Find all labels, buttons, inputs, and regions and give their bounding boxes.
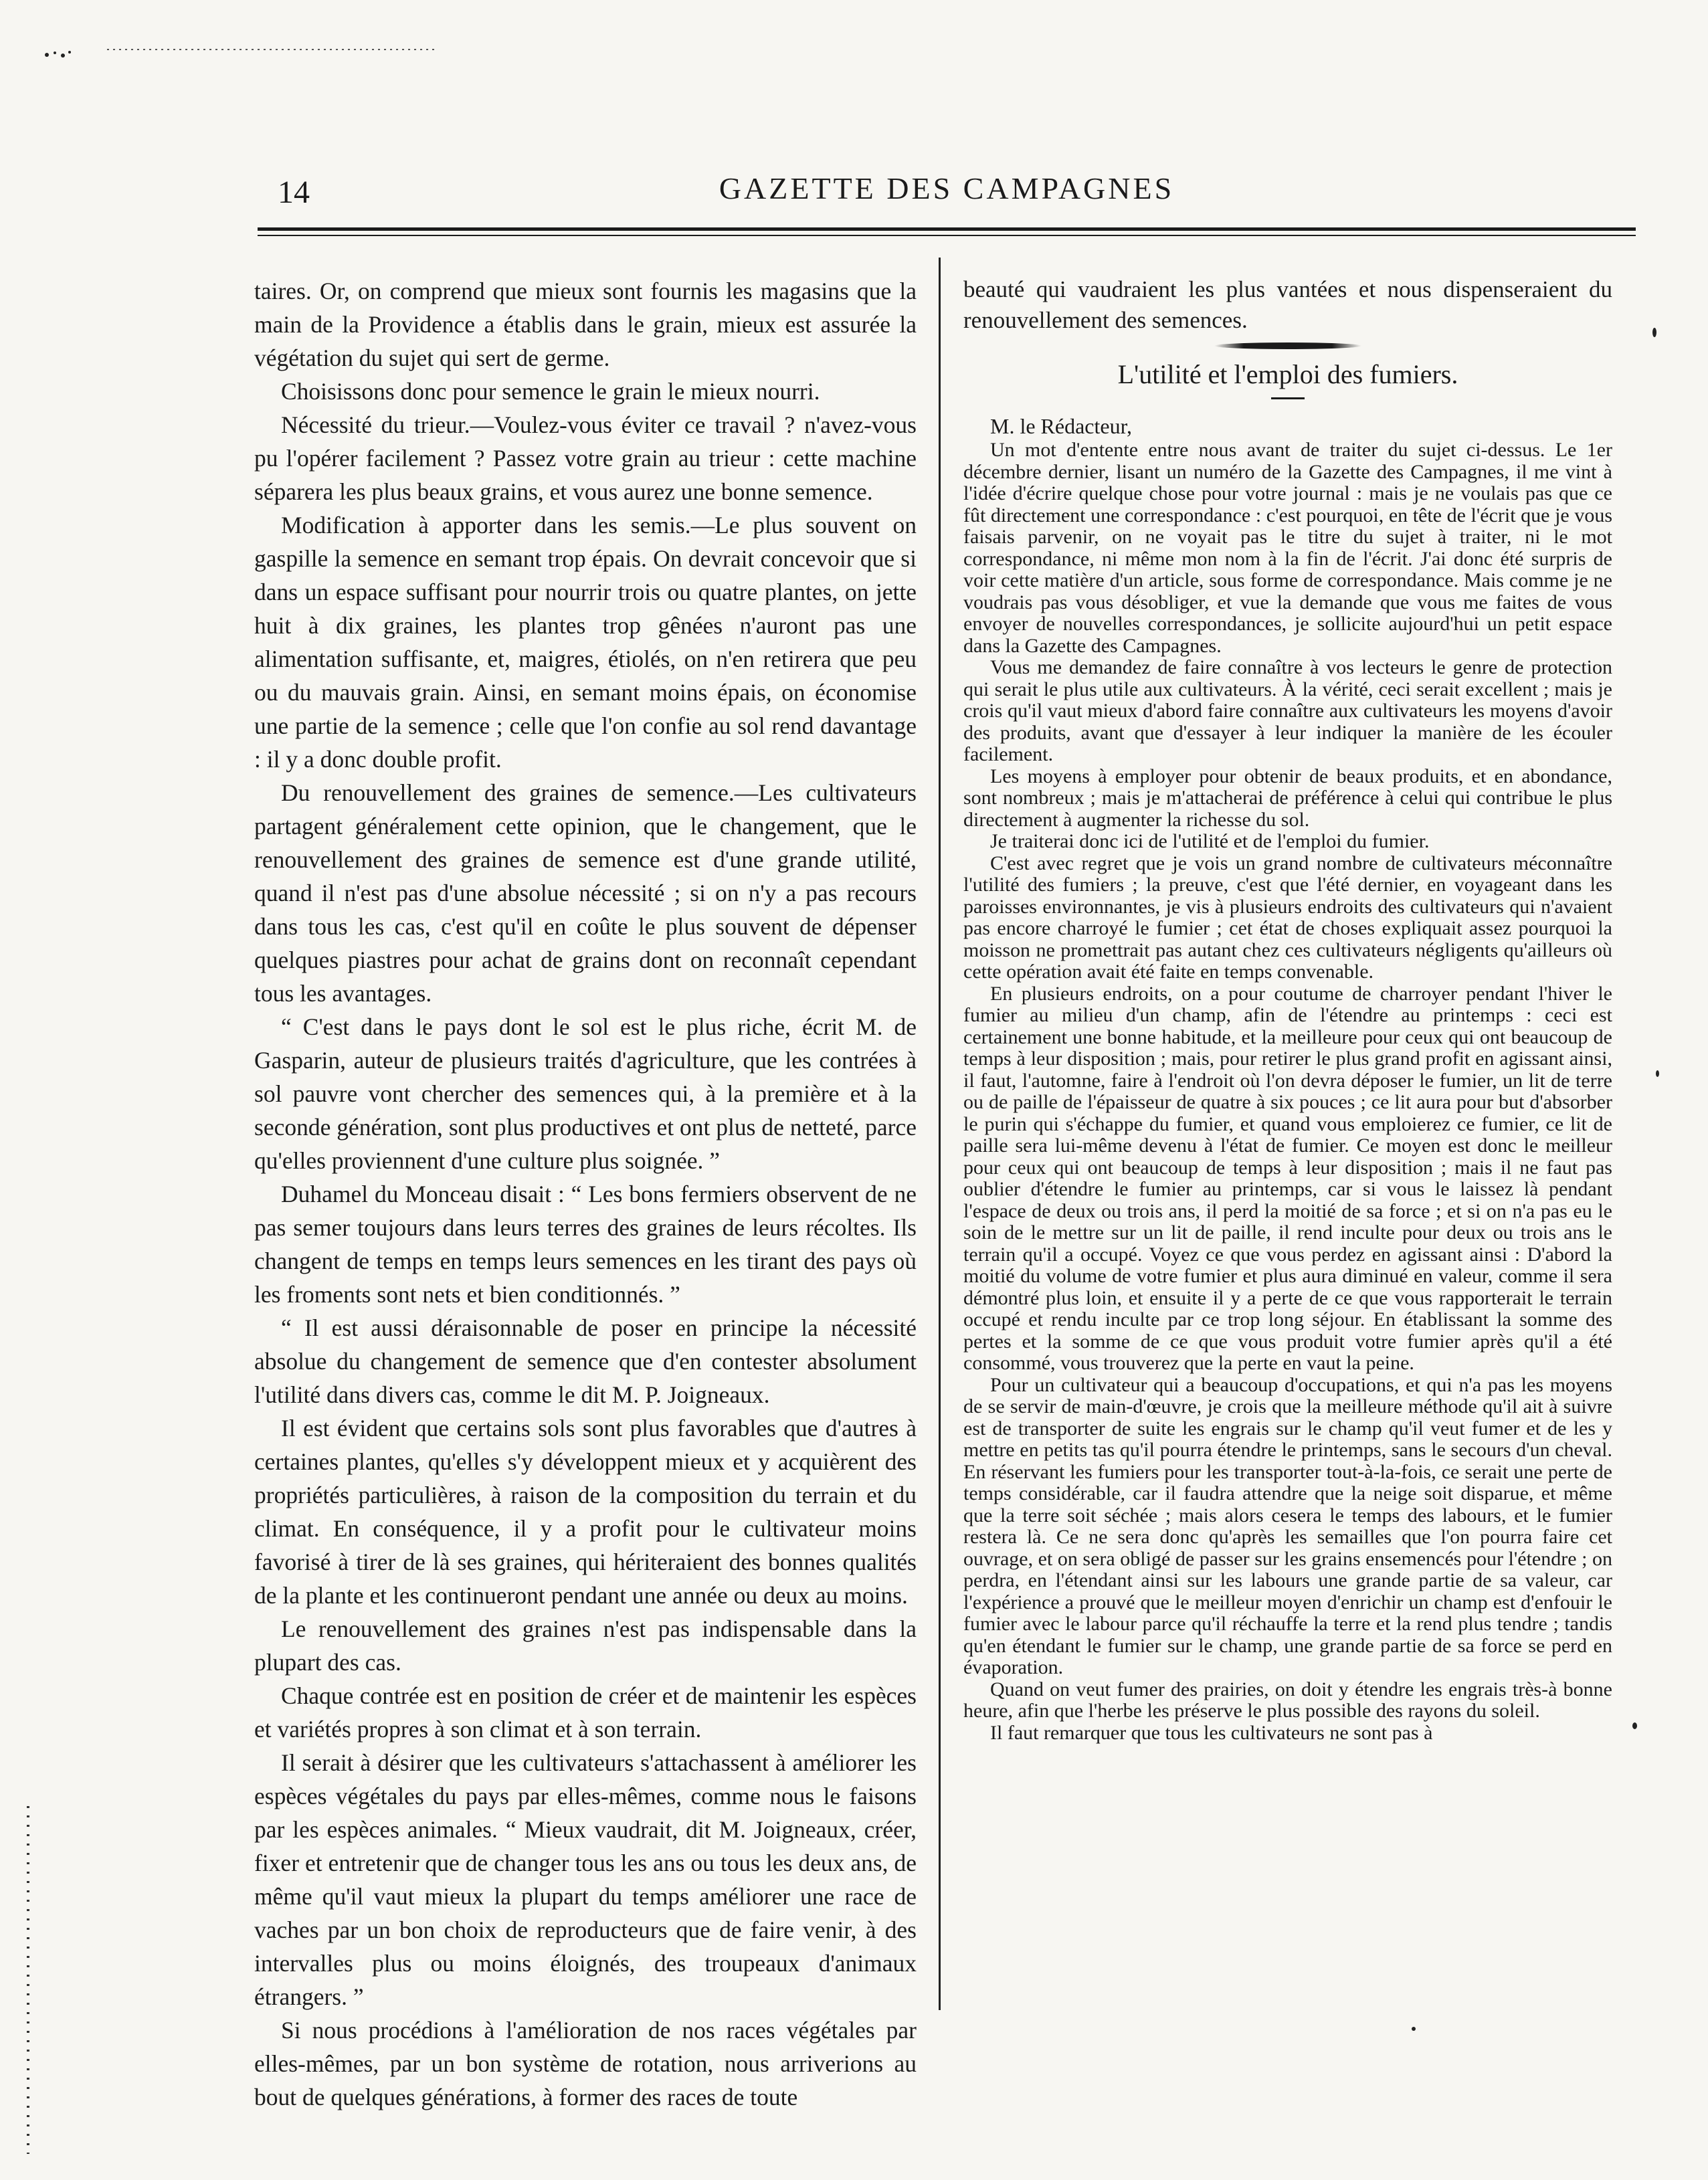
column-rule bbox=[939, 258, 941, 2010]
article-title: L'utilité et l'emploi des fumiers. bbox=[1117, 359, 1458, 389]
paragraph: Je traiterai donc ici de l'utilité et de l'emploi du fumier. bbox=[990, 830, 1430, 852]
margin-dots bbox=[27, 1806, 29, 2154]
print-specks bbox=[40, 47, 442, 60]
paragraph: Si nous procédions à l'amélioration de nos races végétales par elles-mêmes, par un bon système de rotation, nous arriverions au bout de quelques générations, à former des races de toute bbox=[254, 2017, 917, 2110]
newspaper-title: GAZETTE DES CAMPAGNES bbox=[719, 171, 1175, 205]
paragraph: Les moyens à employer pour obtenir de beaux produits, et en abondance, sont nombreux ; mais je m'attacherai de préférence à celui qui contribue le plus directement à augmenter la richesse du sol. bbox=[963, 765, 1612, 831]
paragraph: Modification à apporter dans les semis.—Le plus souvent on gaspille la semence en semant trop épais. On devrait concevoir que si dans un espace suffisant pour nourrir trois ou quatre plantes, on jette huit à dix graines, les plantes trop gênées n'auront pas une alimentation suffisante, et, maigres, étiolés, on n'en retirera que peu ou du mauvais grain. Ainsi, en semant moins épais, on économise une partie de la semence ; celle que l'on confie au sol rend davantage : il y a donc double profit. bbox=[254, 512, 917, 773]
header-rule bbox=[258, 227, 1636, 236]
paragraph: Quand on veut fumer des prairies, on doit y étendre les engrais très-à bonne heure, afin que l'herbe les préserve le plus possible des rayons du soleil. bbox=[963, 1678, 1612, 1722]
page-number: 14 bbox=[278, 175, 310, 210]
print-speck bbox=[1656, 1070, 1659, 1077]
print-speck bbox=[1632, 1722, 1637, 1729]
paragraph: Vous me demandez de faire connaître à vos lecteurs le genre de protection qui serait le plus utile aux cultivateurs. À la vérité, ceci serait excellent ; mais je crois qu'il vaut mieux d'abord faire connaître aux cultivateurs les moyens d'avoir des produits, avant que d'essayer à leur indiquer la manière de les écouler facilement. bbox=[963, 656, 1612, 765]
paragraph: Pour un cultivateur qui a beaucoup d'occupations, et qui n'a pas les moyens de se servir de main-d'œuvre, je crois que la meilleure méthode qu'il ait à suivre est de transporter de suite les engrais sur le champ qu'il veut fumer et de les y mettre en petits tas qu'il pourra étendre le printemps, sans le secours d'un cheval. En réservant les fumiers pour les transporter tout-à-la-fois, ce serait une perte de temps considérable, car il faudra attendre que la neige soit disparue, et même que la terre soit séchée ; mais alors cesera le temps des labours, et le fumier restera là. Ce ne sera donc qu'après les semailles que l'on pourra faire cet ouvrage, et on sera obligé de passer sur les grains ensemencés pour l'étendre ; on perdra, en l'étendant ainsi sur les labours une grande partie de sa valeur, car l'expérience a prouvé que le meilleur moyen d'enrichir un champ est d'enfouir le fumier avec le labour parce qu'il réchauffe la terre et la rend plus tendre ; tandis qu'en étendant le fumier sur le champ, une grande partie de sa force se perd en évaporation. bbox=[963, 1373, 1612, 1678]
paragraph: Il serait à désirer que les cultivateurs s'attachassent à améliorer les espèces végétales du pays par elles-mêmes, comme nous le faisons par les espèces animales. “ Mieux vaudrait, dit M. Joigneaux, créer, fixer et entretenir que de changer tous les ans ou tous les deux ans, de même qu'il vaut mieux la plupart du temps améliorer une race de vaches par un bon choix de reproducteurs que de faire venir, à des intervalles plus ou moins éloignés, des troupeaux d'animaux étrangers. ” bbox=[254, 1749, 917, 2010]
paragraph: Il faut remarquer que tous les cultivateurs ne sont pas à bbox=[990, 1721, 1433, 1744]
left-column bbox=[254, 274, 917, 2110]
paragraph: Le renouvellement des graines n'est pas indispensable dans la plupart des cas. bbox=[254, 1615, 917, 1676]
paragraph: taires. Or, on comprend que mieux sont fournis les magasins que la main de la Providence a établis dans le grain, mieux est assurée la végétation du sujet qui sert de germe. bbox=[254, 278, 917, 371]
paragraph: Duhamel du Monceau disait : “ Les bons fermiers observent de ne pas semer toujours dans leurs terres des graines de leurs récoltes. Ils changent de temps en temps leurs semences en les tirant des pays où les froments sont nets et bien conditionnés. ” bbox=[254, 1181, 917, 1308]
paragraph: Nécessité du trieur.—Voulez-vous éviter ce travail ? n'avez-vous pu l'opérer facilement ? Passez votre grain au trieur : cette machine séparera les plus beaux grains, et vous aurez une bonne semence. bbox=[254, 411, 917, 505]
paragraph: Choisissons donc pour semence le grain le mieux nourri. bbox=[281, 378, 820, 405]
page-header bbox=[258, 171, 1636, 217]
right-column bbox=[963, 274, 1612, 2026]
paragraph: En plusieurs endroits, on a pour coutume de charroyer pendant l'hiver le fumier au milieu d'un champ, afin de l'étendre au printemps : ceci est certainement une bonne habitude, et la meilleure pour ceux qui ont beaucoup de temps à leur disposition ; mais, pour retirer le plus grand profit en agissant ainsi, il faut, l'automne, faire à l'endroit où l'on devra déposer le fumier, un lit de terre ou de paille de l'épaisseur de quatre à six pouces ; ce lit aura pour but d'absorber le purin qui s'échappe du fumier, et quand vous emploierez ce fumier, ce lit de paille sera lui-même devenu à l'état de fumier. Ce moyen est donc le meilleur pour ceux qui ont beaucoup de temps à leur disposition ; mais il ne faut pas oublier d'étendre le fumier au printemps, car si vous le laissez là pendant l'espace de deux ou trois ans, il perd la moitié de sa force ; et si on n'a pas eu le soin de le mettre sur un lit de paille, il rend inculte pour deux ou trois ans le terrain qu'il a occupé. Voyez ce que vous perdez en agissant ainsi : D'abord la moitié du volume de votre fumier et plus aura diminué en valeur, comme il sera démontré plus loin, et ensuite il y a perte de ce que vous rapporterait le terrain occupé et rendu inculte par ce trop long séjour. En établissant la somme des pertes et la somme de ce que vous produit votre fumier après qu'il a été consommé, vous trouverez que la perte en vaut la peine. bbox=[963, 982, 1612, 1374]
paragraph: Du renouvellement des graines de semence.—Les cultivateurs partagent généralement cette opinion, que le changement, que le renouvellement des graines de semence est d'une grande utilité, quand il n'est pas d'une absolue nécessité ; si on n'y a pas recours dans tous les cas, c'est qu'il en coûte le plus souvent de dépenser quelques piastres pour achat de grains dont on reconnaît cependant tous les avantages. bbox=[254, 779, 917, 1007]
print-speck bbox=[1412, 2027, 1416, 2031]
print-speck bbox=[1652, 328, 1656, 337]
paragraph: C'est avec regret que je vois un grand nombre de cultivateurs méconnaître l'utilité des fumiers ; la preuve, c'est que l'été dernier, en voyageant dans les paroisses environnantes, je vis à plusieurs endroits des cultivateurs qui n'avaient pas encore charroyé le fumier ; cet état de choses expliquait assez pourquoi la moisson ne promettrait pas autant chez ces cultivateurs négligents qu'ailleurs où cette opération avait été faite en temps convenable. bbox=[963, 852, 1612, 983]
paragraph: “ Il est aussi déraisonnable de poser en principe la nécessité absolue du changement de semence que d'en contester absolument l'utilité dans divers cas, comme le dit M. P. Joigneaux. bbox=[254, 1314, 917, 1408]
title-dash bbox=[1271, 397, 1305, 399]
paragraph: Un mot d'entente entre nous avant de traiter du sujet ci-dessus. Le 1er décembre dernier, lisant un numéro de la Gazette des Campagnes, il me vint à l'idée d'écrire quelque chose pour votre journal : mais je ne voulais pas que ce fût directement une correspondance : c'est pourquoi, en tête de l'écrit que je vous faisais parvenir, on ne voyait pas le titre du sujet à traiter, ni le mot correspondance, ni même mon nom à la fin de l'écrit. J'ai donc été surpris de voir cette matière d'un article, sous forme de correspondance. Mais comme je ne voudrais pas vous désobliger, et vue la demande que vous me faites de vous envoyer de nouvelles correspondances, je sollicite aujourd'hui un petit espace dans la Gazette des Campagnes. bbox=[963, 439, 1612, 657]
salutation: M. le Rédacteur, bbox=[990, 414, 1132, 438]
paragraph: Il est évident que certains sols sont plus favorables que d'autres à certaines plantes, qu'elles s'y développent mieux et y acquièrent des propriétés particulières, à raison de la composition du terrain et du climat. En conséquence, il y a profit pour le cultivateur moins favorisé à tirer de là ses graines, qui hériteraient des bonnes qualités de la plante et les continueront pendant une année ou deux au moins. bbox=[254, 1415, 917, 1609]
paragraph: “ C'est dans le pays dont le sol est le plus riche, écrit M. de Gasparin, auteur de plusieurs traités d'agriculture, que les contrées à sol pauvre vont chercher des semences qui, à la première et à la seconde génération, sont plus productives et ont plus de netteté, parce qu'elles proviennent d'une culture plus soignée. ” bbox=[254, 1013, 917, 1174]
paragraph: Chaque contrée est en position de créer et de maintenir les espèces et variétés propres à son climat et à son terrain. bbox=[254, 1682, 917, 1743]
paragraph: beauté qui vaudraient les plus vantées et nous dispenseraient du renouvellement des semences. bbox=[963, 276, 1612, 333]
section-divider bbox=[1214, 342, 1361, 349]
